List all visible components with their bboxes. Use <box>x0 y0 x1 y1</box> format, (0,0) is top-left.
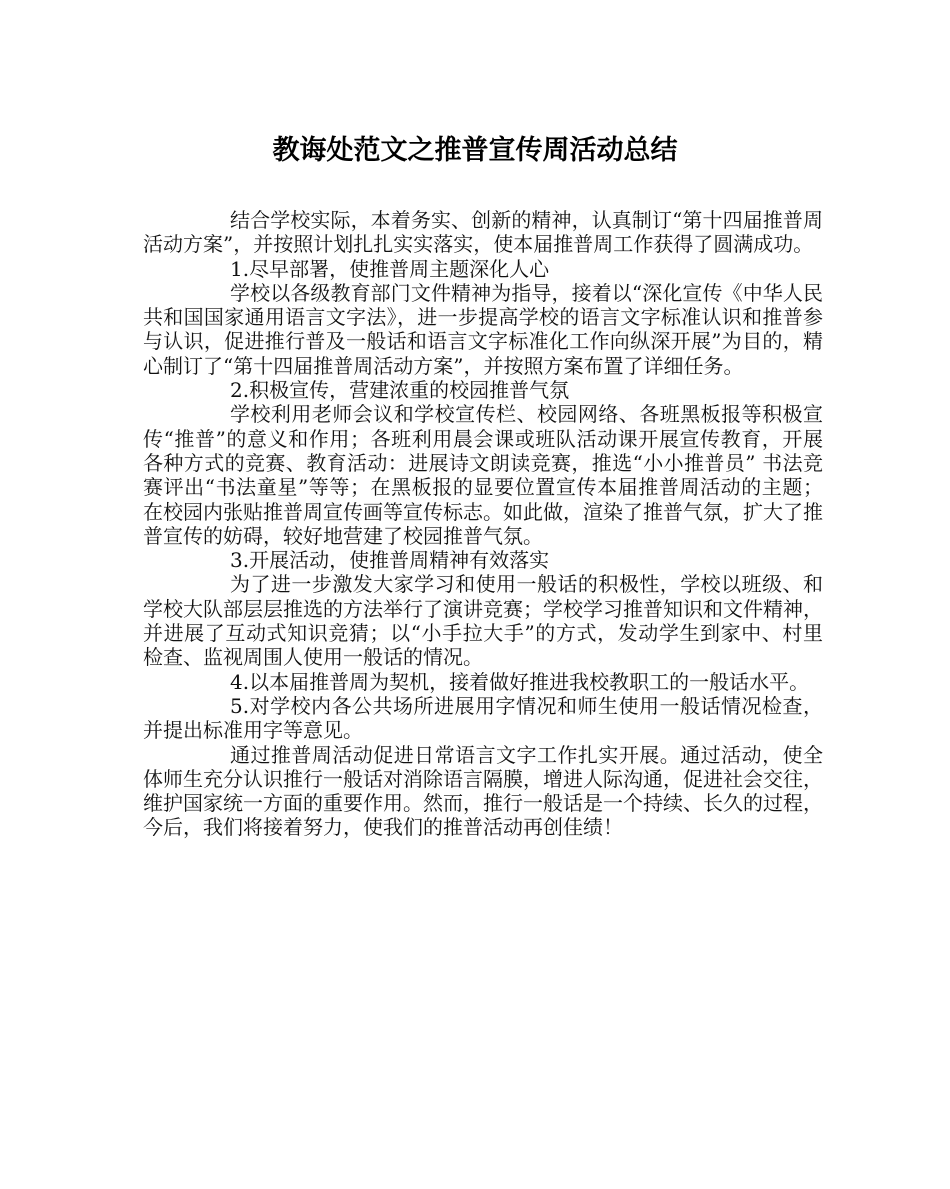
section-heading-1: 1.尽早部署，使推普周主题深化人心 <box>230 256 550 281</box>
section-paragraph-1: 学校以各级教育部门文件精神为指导，接着以“深化宣传《中华人民共和国国家通用语言文字法》，进一步提高学校的语言文字标准认识和推普参与认识，促进推行普及一般话和语言文字标准化工作向纵深开展”为目的，精心制订了“第十四届推普周活动方案”，并按照方案布置了详细任务。 <box>143 280 823 378</box>
item-paragraph-5: 5.对学校内各公共场所进展用字情况和师生使用一般话情况检查，并提出标准用字等意见。 <box>143 693 823 743</box>
section-heading-3: 3.开展活动，使推普周精神有效落实 <box>230 548 550 573</box>
intro-paragraph: 结合学校实际，本着务实、创新的精神，认真制订“第十四届推普周活动方案”，并按照计划扎扎实实落实，使本届推普周工作获得了圆满成功。 <box>143 208 823 257</box>
document-body <box>143 208 823 840</box>
document-title: 教诲处范文之推普宣传周活动总结 <box>272 135 678 166</box>
section-heading-2: 2.积极宣传，营建浓重的校园推普气氛 <box>230 378 570 403</box>
section-paragraph-2: 学校利用老师会议和学校宣传栏、校园网络、各班黑板报等积极宣传“推普”的意义和作用；各班利用晨会课或班队活动课开展宣传教育，开展各种方式的竞赛、教育活动：进展诗文朗读竞赛，推选“小小推普员” 书法竞赛评出“书法童星”等等；在黑板报的显要位置宣传本届推普周活动的主题；在校园内张贴推普周宣传画等宣传标志。如此做，渲染了推普气氛，扩大了推普宣传的妨碍，较好地营建了校园推普气氛。 <box>143 402 823 548</box>
conclusion-paragraph: 通过推普周活动促进日常语言文字工作扎实开展。通过活动，使全体师生充分认识推行一般话对消除语言隔膜，增进人际沟通，促进社会交往，维护国家统一方面的重要作用。然而，推行一般话是一个持续、长久的过程，今后，我们将接着努力，使我们的推普活动再创佳绩！ <box>143 742 823 840</box>
item-paragraph-4: 4.以本届推普周为契机，接着做好推进我校教职工的一般话水平。 <box>230 669 810 694</box>
section-paragraph-3: 为了进一步激发大家学习和使用一般话的积极性，学校以班级、和学校大队部层层推选的方法举行了演讲竞赛；学校学习推普知识和文件精神，并进展了互动式知识竞猜；以“小手拉大手”的方式，发动学生到家中、村里检查、监视周围人使用一般话的情况。 <box>143 572 823 670</box>
